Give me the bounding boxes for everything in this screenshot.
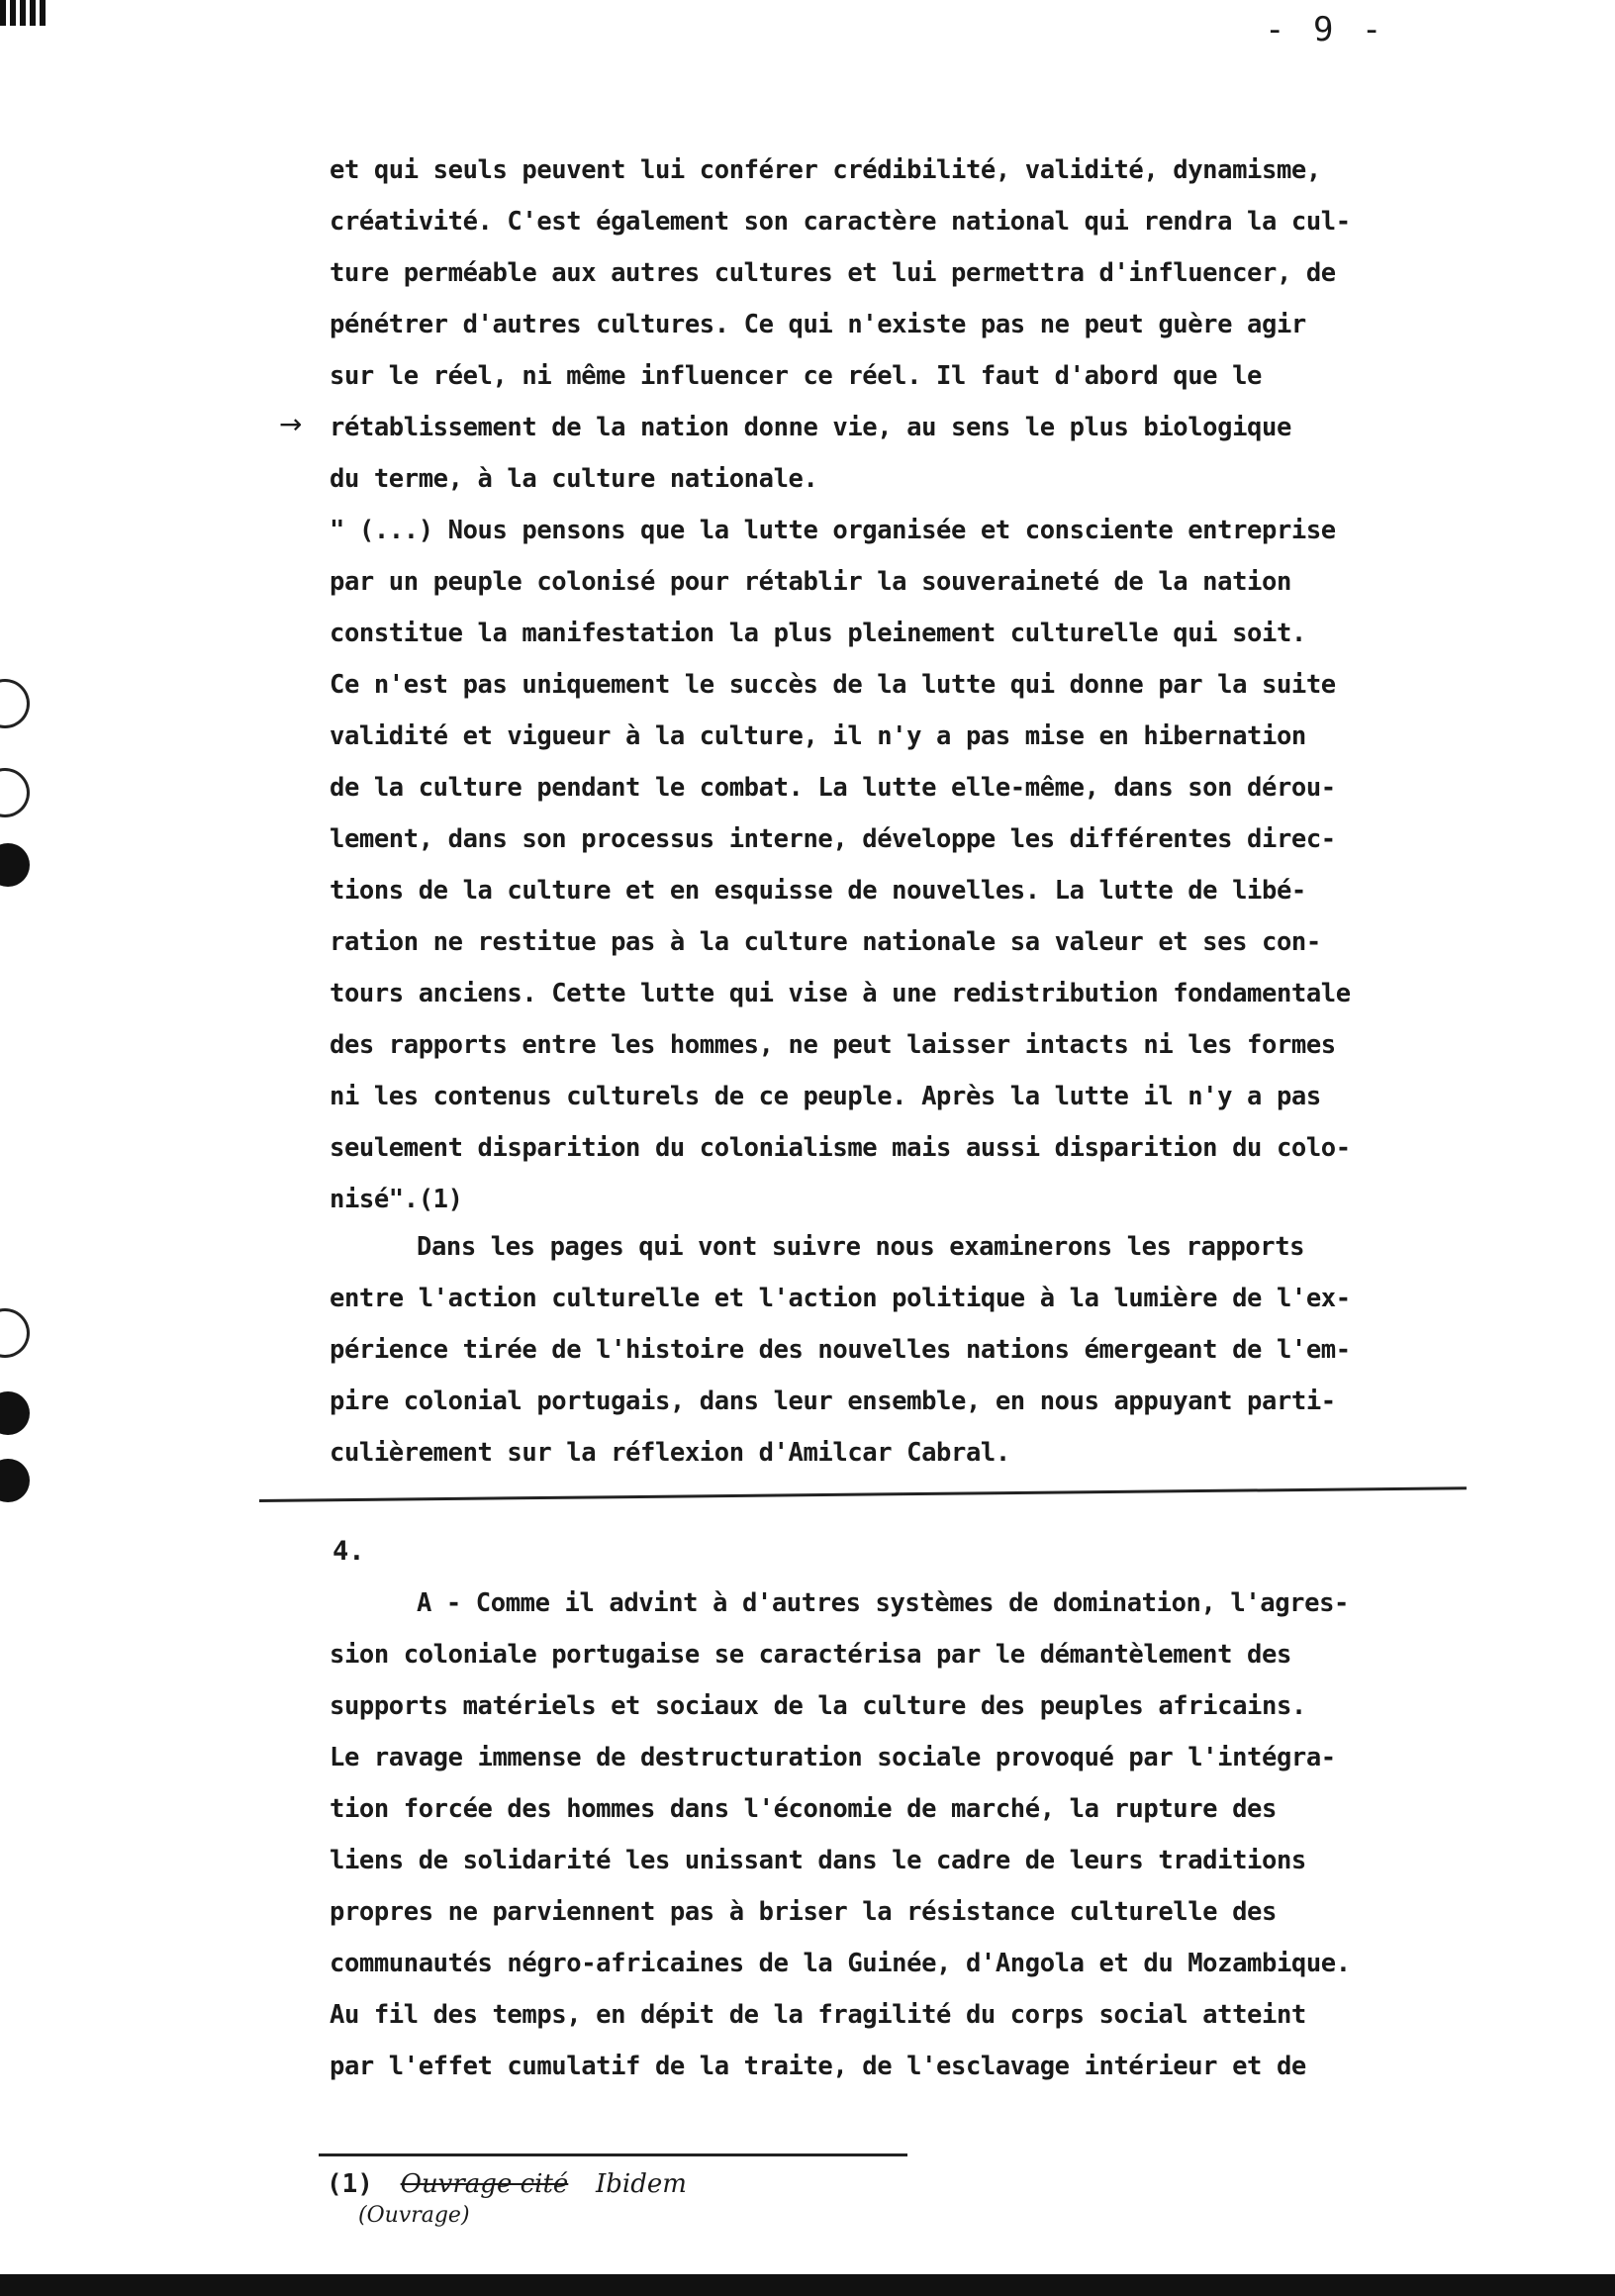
punch-hole-icon: [0, 768, 30, 817]
footnote-struck-text: Ouvrage cité: [400, 2169, 569, 2199]
text-line: créativité. C'est également son caractère national qui rendra la cul-: [330, 207, 1351, 237]
text-line: tion forcée des hommes dans l'économie de marché, la rupture des: [330, 1794, 1277, 1824]
footnote: [327, 2169, 687, 2199]
text-line: " (...) Nous pensons que la lutte organisée et consciente entreprise: [330, 516, 1336, 545]
text-line: ni les contenus culturels de ce peuple. Après la lutte il n'y a pas: [330, 1082, 1321, 1111]
text-line: nisé".(1): [330, 1185, 463, 1214]
section-number: 4.: [332, 1536, 365, 1567]
footnote-handwritten: Ibidem: [595, 2169, 687, 2199]
text-line: Ce n'est pas uniquement le succès de la lutte qui donne par la suite: [330, 670, 1336, 700]
text-line: constitue la manifestation la plus pleinement culturelle qui soit.: [330, 619, 1306, 648]
text-line: périence tirée de l'histoire des nouvelles nations émergeant de l'em-: [330, 1335, 1351, 1365]
text-line: entre l'action culturelle et l'action politique à la lumière de l'ex-: [330, 1284, 1351, 1313]
text-line: rétablissement de la nation donne vie, au sens le plus biologique: [330, 413, 1291, 442]
text-line: des rapports entre les hommes, ne peut laisser intacts ni les formes: [330, 1030, 1336, 1060]
text-line: tions de la culture et en esquisse de nouvelles. La lutte de libé-: [330, 876, 1306, 906]
paragraph-2: [330, 1221, 1567, 1479]
text-line: et qui seuls peuvent lui conférer crédibilité, validité, dynamisme,: [330, 155, 1321, 185]
text-line: ture perméable aux autres cultures et lui permettra d'influencer, de: [330, 258, 1336, 288]
footnote-handwritten-correction: (Ouvrage): [358, 2203, 470, 2228]
margin-arrow-icon: →: [279, 408, 303, 440]
punch-hole-icon: [0, 679, 30, 728]
punch-hole-icon: [0, 1308, 30, 1358]
text-line: pénétrer d'autres cultures. Ce qui n'existe pas ne peut guère agir: [330, 310, 1306, 339]
paragraph-3: [330, 1578, 1567, 2092]
text-line: liens de solidarité les unissant dans le cadre de leurs traditions: [330, 1846, 1306, 1875]
paragraph-1: [330, 144, 1567, 1225]
footnote-marker: (1): [327, 2169, 373, 2199]
text-line: communautés négro-africaines de la Guinée, d'Angola et du Mozambique.: [330, 1949, 1351, 1978]
text-line: pire colonial portugais, dans leur ensemble, en nous appuyant parti-: [330, 1387, 1336, 1416]
text-line: par l'effet cumulatif de la traite, de l'esclavage intérieur et de: [330, 2052, 1306, 2081]
text-line: Dans les pages qui vont suivre nous examinerons les rapports: [417, 1232, 1305, 1262]
punch-hole-icon: [0, 1459, 30, 1502]
text-line: A - Comme il advint à d'autres systèmes de domination, l'agres-: [417, 1588, 1349, 1618]
text-line: culièrement sur la réflexion d'Amilcar Cabral.: [330, 1438, 1010, 1468]
footnote-divider: [319, 2153, 907, 2156]
text-line: de la culture pendant le combat. La lutte elle-même, dans son dérou-: [330, 773, 1336, 803]
text-line: tours anciens. Cette lutte qui vise à une redistribution fondamentale: [330, 979, 1351, 1008]
scan-corner-mark: [0, 0, 46, 26]
text-line: Au fil des temps, en dépit de la fragilité du corps social atteint: [330, 2000, 1306, 2030]
text-line: propres ne parviennent pas à briser la résistance culturelle des: [330, 1897, 1277, 1927]
text-line: lement, dans son processus interne, développe les différentes direc-: [330, 824, 1336, 854]
text-line: Le ravage immense de destructuration sociale provoqué par l'intégra-: [330, 1743, 1336, 1772]
text-line: seulement disparition du colonialisme mais aussi disparition du colo-: [330, 1133, 1351, 1163]
text-line: supports matériels et sociaux de la culture des peuples africains.: [330, 1691, 1306, 1721]
text-line: ration ne restitue pas à la culture nationale sa valeur et ses con-: [330, 927, 1321, 957]
punch-hole-icon: [0, 843, 30, 887]
page-number: - 9 -: [1265, 10, 1386, 49]
scan-bottom-edge: [0, 2274, 1615, 2296]
text-line: sur le réel, ni même influencer ce réel. Il faut d'abord que le: [330, 361, 1262, 391]
text-line: sion coloniale portugaise se caractérisa par le démantèlement des: [330, 1640, 1291, 1670]
text-line: du terme, à la culture nationale.: [330, 464, 818, 494]
section-divider: [259, 1486, 1467, 1502]
text-line: validité et vigueur à la culture, il n'y a pas mise en hibernation: [330, 721, 1306, 751]
punch-hole-icon: [0, 1391, 30, 1435]
text-line: par un peuple colonisé pour rétablir la souveraineté de la nation: [330, 567, 1291, 597]
